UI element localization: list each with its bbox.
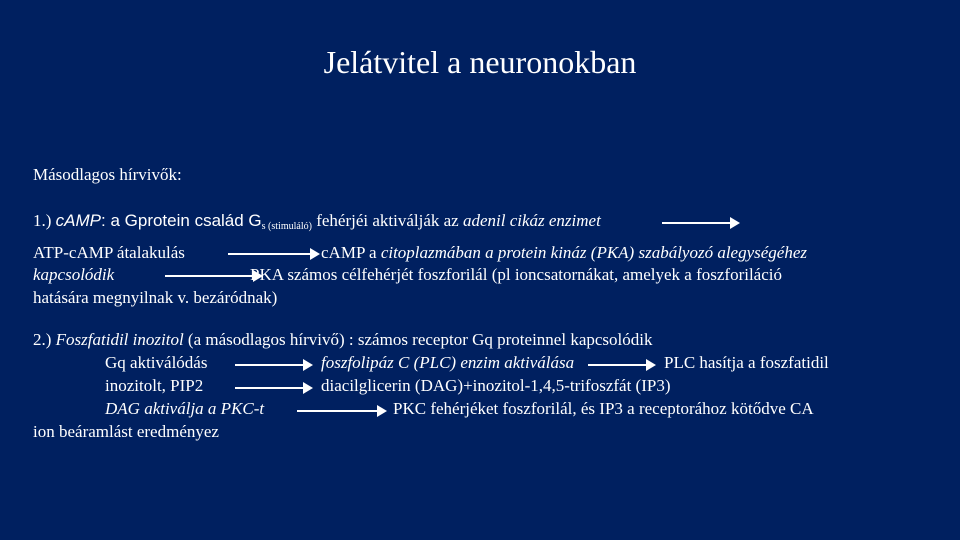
arrow-icon xyxy=(662,222,732,224)
pkc-text: PKC fehérjéket foszforilál, és IP3 a receptorához kötődve CA xyxy=(393,399,814,418)
item1-camp: cAMP xyxy=(55,211,102,230)
arrow-icon xyxy=(235,387,305,389)
arrow-icon xyxy=(165,275,255,277)
dag-act-text xyxy=(105,398,264,420)
arrow-icon xyxy=(297,410,379,412)
section-heading: Másodlagos hírvivők: xyxy=(33,165,182,184)
arrow-icon xyxy=(235,364,305,366)
camp-a: cAMP a xyxy=(321,243,381,262)
dag-act-label: DAG aktiválja a PKC-t xyxy=(105,399,265,418)
item1-colon: : a Gprotein család G xyxy=(101,211,262,230)
plc-label: foszfolipáz C (PLC) enzim aktiválása xyxy=(321,353,575,372)
inoz-text: inozitolt, PIP2 xyxy=(105,376,204,395)
camp-rest: citoplazmában a protein kináz (PKA) szabályozó alegységéhez xyxy=(380,243,808,262)
item2-line xyxy=(33,329,652,351)
line3-text: hatására megnyilnak v. bezáródnak) xyxy=(33,288,278,307)
item1-subscript: s (stimuláló) xyxy=(261,221,312,232)
pka-text: PKA számos célfehérjét foszforilál (pl ioncsatornákat, amelyek a foszforiláció xyxy=(250,265,782,284)
arrow-icon xyxy=(588,364,648,366)
camp-line xyxy=(321,242,807,264)
item2-prefix: 2.) xyxy=(33,330,56,349)
plc-text xyxy=(321,352,574,374)
item2-rest: (a másodlagos hírvivő) : számos receptor Gq proteinnel kapcsolódik xyxy=(183,330,653,349)
atp-text: ATP-cAMP átalakulás xyxy=(33,243,185,262)
item1-enzyme: adenil cikáz enzimet xyxy=(462,211,601,230)
gq-text: Gq aktiválódás xyxy=(105,353,208,372)
page-title: Jelátvitel a neuronokban xyxy=(323,44,637,80)
kapcs-label: kapcsolódik xyxy=(33,265,115,284)
item1-rest: fehérjéi aktiválják az xyxy=(311,211,463,230)
item1-line xyxy=(33,210,601,238)
plc-split-text: PLC hasítja a foszfatidil xyxy=(664,353,829,372)
item1-prefix: 1.) xyxy=(33,211,56,230)
kapcs-text xyxy=(33,264,114,286)
item2-pi: Foszfatidil inozitol xyxy=(55,330,184,349)
arrow-icon xyxy=(228,253,312,255)
dag-text: diacilglicerin (DAG)+inozitol-1,4,5-trifoszfát (IP3) xyxy=(321,376,671,395)
ion-text: ion beáramlást eredményez xyxy=(33,422,219,441)
